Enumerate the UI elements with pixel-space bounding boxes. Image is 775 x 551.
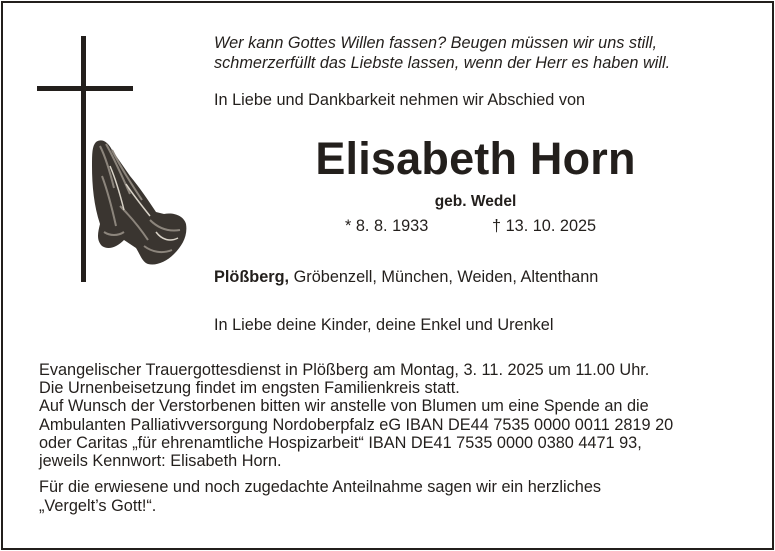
info-line: Ambulanten Palliativversorgung Nordoberpfalz eG IBAN DE44 7535 0000 0011 2819 20 (39, 415, 674, 434)
info-line: Die Urnenbeisetzung findet im engsten Familienkreis statt. (39, 379, 460, 398)
birth-date: * 8. 8. 1933 (345, 217, 429, 235)
info-line: jeweils Kennwort: Elisabeth Horn. (39, 452, 282, 471)
mourners-line: In Liebe deine Kinder, deine Enkel und Urenkel (214, 316, 554, 334)
maiden-name: geb. Wedel (434, 193, 517, 210)
thanks-line-2: „Vergelt’s Gott!“. (39, 497, 157, 515)
info-line: oder Caritas „für ehrenamtliche Hospizarbeit“ IBAN DE41 7535 0000 0380 4471 93, (39, 433, 642, 452)
places-rest: Gröbenzell, München, Weiden, Altenthann (289, 268, 599, 286)
info-line: Auf Wunsch der Verstorbenen bitten wir anstelle von Blumen um eine Spende an die (39, 397, 649, 416)
quote-line-2: schmerzerfüllt das Liebste lassen, wenn der Herr es haben will. (214, 54, 671, 72)
info-line: Evangelischer Trauergottesdienst in Plößberg am Montag, 3. 11. 2025 um 11.00 Uhr. (39, 361, 650, 379)
places-line (214, 268, 598, 287)
place-main: Plößberg, (214, 268, 290, 286)
intro-text: In Liebe und Dankbarkeit nehmen wir Abschied von (214, 91, 586, 109)
deceased-name: Elisabeth Horn (315, 133, 636, 184)
death-date: † 13. 10. 2025 (492, 217, 597, 235)
service-info (39, 361, 673, 470)
praying-hands-icon (90, 136, 190, 268)
quote-line-1: Wer kann Gottes Willen fassen? Beugen müssen wir uns still, (214, 34, 657, 52)
thanks-line-1: Für die erwiesene und noch zugedachte Anteilnahme sagen wir ein herzliches (39, 478, 602, 496)
thanks-text (39, 478, 601, 516)
bible-quote (214, 33, 670, 73)
